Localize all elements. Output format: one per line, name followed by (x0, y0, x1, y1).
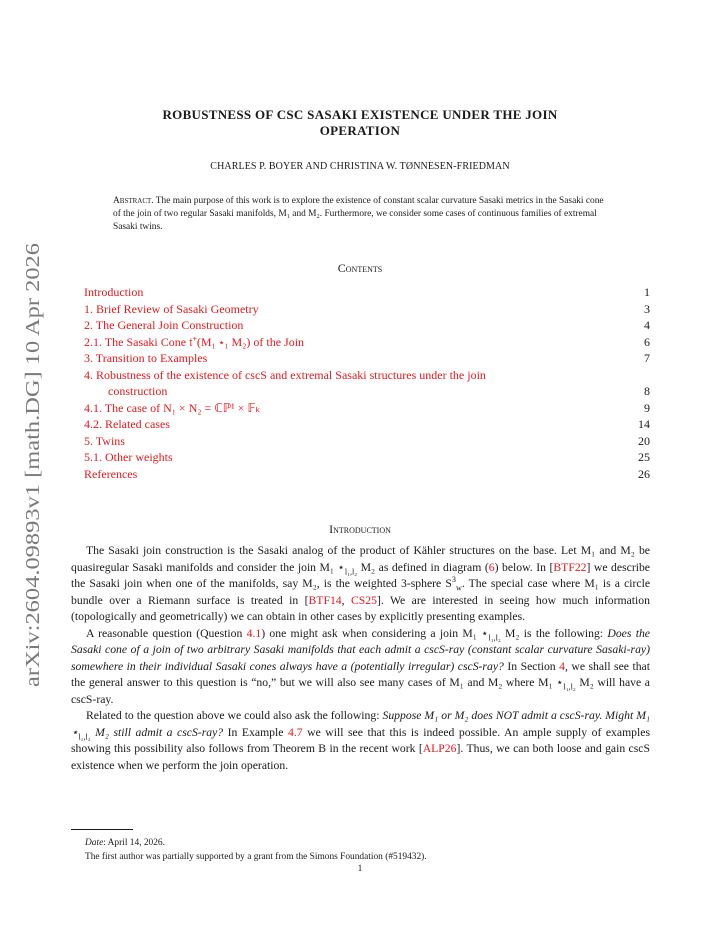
toc-link[interactable]: 2.1. The Sasaki Cone 𝔱⁺(M₁ ⋆₁ M₂) of the Join (84, 334, 305, 349)
toc-page-number: 8 (644, 384, 650, 398)
footnote-rule (71, 829, 133, 830)
toc-page-number: 20 (638, 433, 650, 448)
question-statement: Does the Sasaki cone of a join of two arbitrary Sasaki manifolds that each admit a cscS-ray (constant scalar curvature Sasaki-ray) somewhere in their individual Sasaki cones always have a (potentially irregular) cscS-ray? (71, 626, 650, 673)
toc-page-number: 26 (638, 466, 650, 481)
question-reference-link[interactable]: 4.1 (246, 626, 262, 640)
paragraph-1: The Sasaki join construction is the Sasaki analog of the product of Kähler structures on the base. Let M₁ and M₂ be quasiregular Sasaki manifolds and consider the join M₁ $⋆_{l_1,l_2}$ M₂ as defined in diagram (6) below. In [BTF22] we describe the Sasaki join when one of the manifolds, say M₂, is the weighted 3-sphere $S^3_w$. The special case where M₁ is a circle bundle over a Riemann surface is treated in [BTF14, CS25]. We are interested in seeing how much information (topologically and geometrically) we can obtain in other cases by explicitly presenting examples. (71, 544, 651, 623)
arxiv-stamp-text: arXiv:2604.09893v1 [math.DG] 10 Apr 2026 (22, 314, 44, 687)
toc-link[interactable]: 5.1. Other weights (84, 450, 173, 464)
footnotes (85, 836, 650, 864)
toc-link[interactable]: 2. The General Join Construction (84, 318, 244, 332)
citation-link[interactable]: CS25 (350, 593, 377, 607)
paper-authors: CHARLES P. BOYER AND CHRISTINA W. TØNNESEN-FRIEDMAN (210, 161, 510, 172)
toc-item-references[interactable] (84, 466, 650, 483)
footnote-date: Date: April 14, 2026. (85, 838, 165, 848)
abstract (113, 195, 607, 234)
paper-title-line-1: ROBUSTNESS OF CSC SASAKI EXISTENCE UNDER THE JOIN (162, 107, 558, 122)
toc-page-number: 9 (644, 400, 650, 415)
paper-title (110, 107, 610, 139)
toc-link[interactable]: 4.2. Related cases (84, 417, 170, 431)
toc-item-section-1[interactable] (84, 301, 650, 318)
abstract-label: Abstract. (113, 196, 154, 206)
abstract-text: The main purpose of this work is to explore the existence of constant scalar curvature Sasaki metrics in the Sasaki cone of the join of two regular Sasaki manifolds, M₁ and M₂. Furthermore, we consider some cases of continuous families of extremal Sasaki twins. (113, 196, 604, 232)
toc-link[interactable]: 4.1. The case of N₁ × N₂ = ℂℙ¹ × 𝔽ₖ (84, 400, 261, 415)
toc-link[interactable]: Introduction (84, 285, 144, 299)
paragraph-3: Related to the question above we could also ask the following: Suppose M₁ or M₂ does NOT admit a cscS-ray. Might M₁ $⋆_{l_1,l_2}$ M₂ still admit a cscS-ray? In Example 4.7 we will see that this is indeed possible. An ample supply of examples showing this possibility also follows from Theorem B in the recent work [ALP26]. Thus, we can both loose and gain cscS existence when we perform the join operation. (71, 709, 650, 772)
toc-link[interactable]: References (84, 466, 138, 481)
toc-item-section-3[interactable] (84, 350, 650, 367)
toc-page-number: 7 (644, 351, 650, 365)
toc-page-number: 14 (638, 417, 650, 431)
footnote-grant: The first author was partially supported by a grant from the Simons Foundation (#519432). (85, 852, 427, 862)
toc-item-section-5[interactable] (84, 433, 650, 450)
paper-title-line-2: OPERATION (319, 123, 401, 138)
introduction-heading: Introduction (329, 522, 391, 536)
paragraph-2: A reasonable question (Question 4.1) one might ask when considering a join M₁ $⋆_{l_1,l_2}$ M₂ is the following: Does the Sasaki cone of a join of two arbitrary Sasaki manifolds that each admit a cscS-ray (constant scalar curvature Sasaki-ray) somewhere in their individual Sasaki cones always have a (potentially irregular) cscS-ray? In Section 4, we shall see that the general answer to this question is “no,” but we will also see many cases of M₁ and M₂ where M₁ $⋆_{l_1,l_2}$ M₂ will have a cscS-ray. (71, 626, 650, 706)
toc-link[interactable]: 4. Robustness of the existence of cscS and extremal Sasaki structures under the join (84, 367, 486, 382)
toc-item-section-4-2[interactable] (84, 416, 650, 433)
example-reference-link[interactable]: 4.7 (288, 725, 303, 739)
toc-item-section-2[interactable] (84, 317, 650, 334)
introduction-body (71, 543, 650, 774)
equation-reference-link[interactable]: 6 (488, 560, 495, 574)
section-reference-link[interactable]: 4 (559, 659, 565, 673)
toc-page-number: 6 (644, 334, 650, 349)
toc-page-number: 4 (644, 318, 650, 332)
toc-link[interactable]: 1. Brief Review of Sasaki Geometry (84, 301, 259, 316)
toc-link-continued[interactable]: construction (108, 384, 168, 398)
toc-page-number: 3 (644, 301, 650, 316)
toc-link[interactable]: 5. Twins (84, 433, 125, 448)
toc-item-section-2-1[interactable] (84, 334, 650, 351)
toc-item-introduction[interactable] (84, 284, 650, 301)
table-of-contents (84, 284, 650, 482)
toc-page-number: 25 (638, 450, 650, 464)
arxiv-identifier-stamp (18, 243, 46, 687)
page-number: 1 (357, 864, 363, 874)
citation-link[interactable]: BTF22 (553, 560, 587, 574)
contents-heading: Contents (337, 261, 383, 275)
toc-item-section-4-1[interactable] (84, 400, 650, 417)
citation-link[interactable]: ALP26 (422, 742, 457, 755)
toc-page-number: 1 (644, 285, 650, 299)
toc-item-section-4[interactable] (84, 367, 650, 384)
citation-link[interactable]: BTF14 (308, 593, 342, 607)
toc-item-section-5-1[interactable] (84, 449, 650, 466)
toc-item-section-4-continued[interactable] (84, 383, 650, 400)
toc-link[interactable]: 3. Transition to Examples (84, 351, 208, 365)
